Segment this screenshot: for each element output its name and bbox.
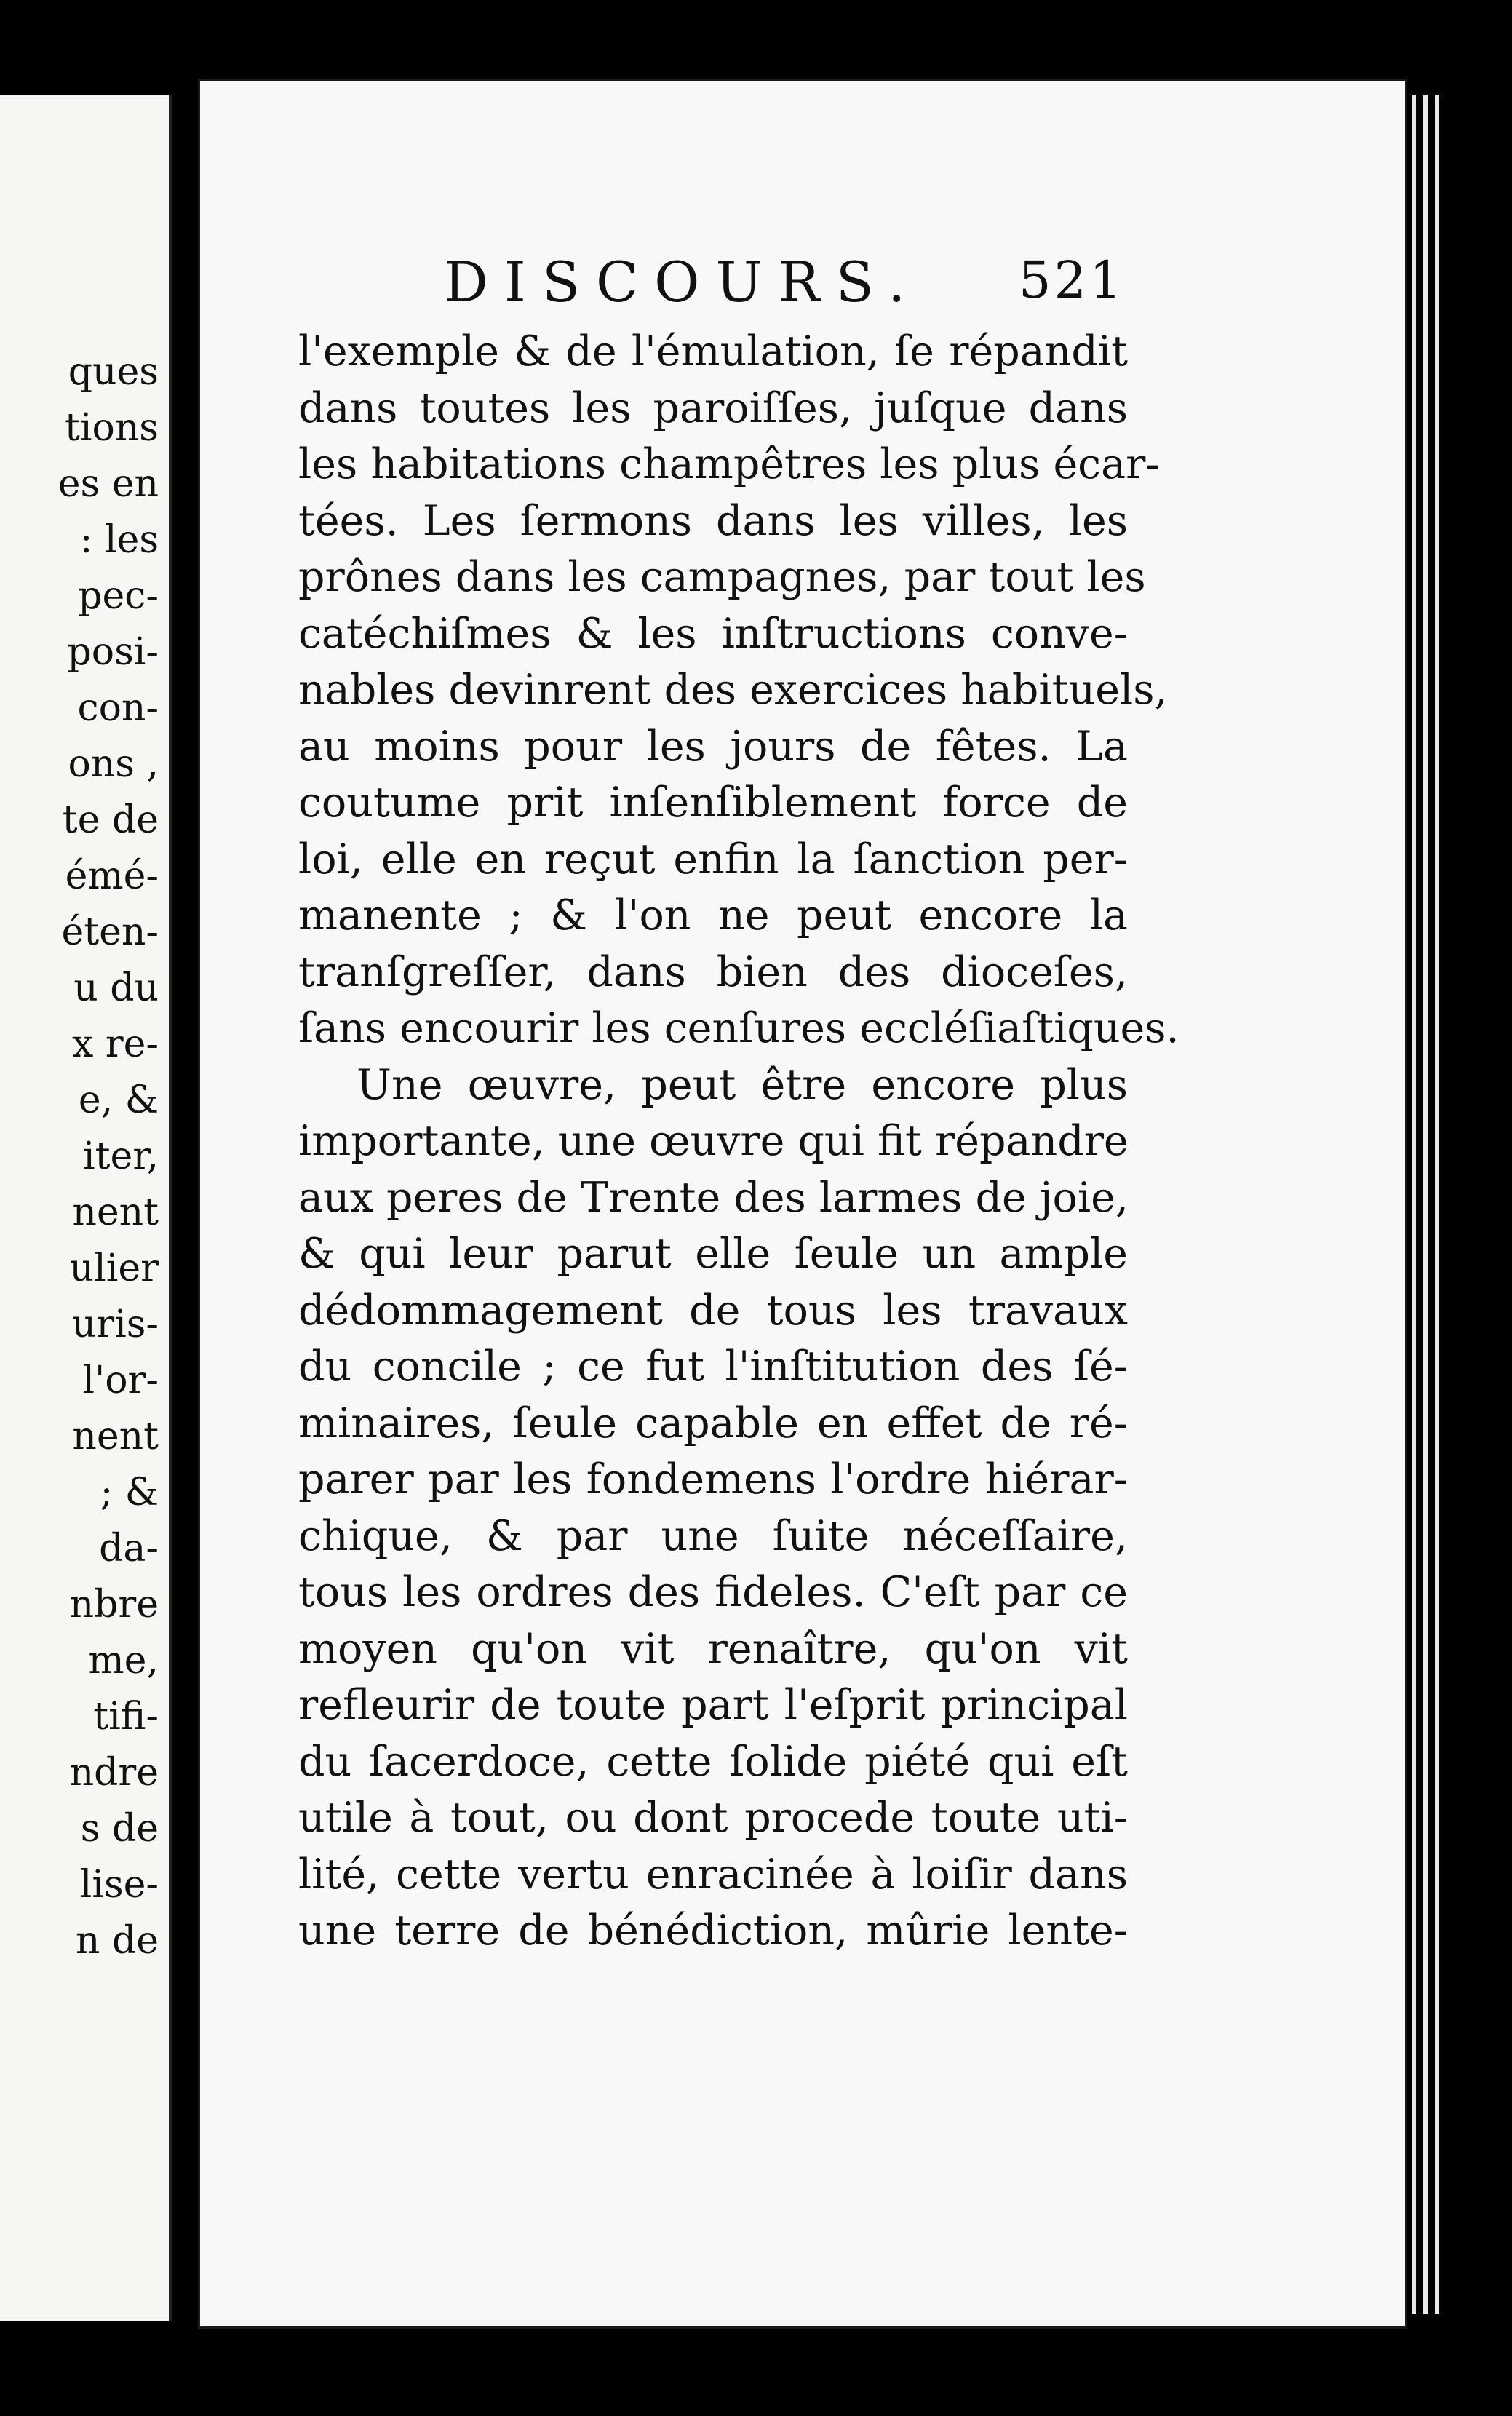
page-edge bbox=[1435, 95, 1439, 2314]
left-line-end: tions bbox=[64, 406, 159, 450]
facing-page-fragment bbox=[0, 95, 172, 2321]
paragraph-2 bbox=[298, 1057, 1128, 1960]
text-line: une terre de bénédiction, mûrie lente- bbox=[298, 1907, 1128, 1955]
text-line: chique, & par une ſuite néceſſaire, bbox=[298, 1511, 1128, 1560]
left-line-end: e, & bbox=[78, 1078, 159, 1122]
text-line: tous les ordres des fideles. C'eſt par ce bbox=[298, 1568, 1128, 1616]
left-line-end: u du bbox=[73, 966, 159, 1010]
text-line: utile à tout, ou dont procede toute uti- bbox=[298, 1794, 1128, 1842]
body-text bbox=[298, 324, 1179, 1960]
left-line-end: uris- bbox=[71, 1303, 159, 1346]
paragraph-1 bbox=[298, 324, 1179, 1057]
left-line-end: éten- bbox=[61, 910, 159, 954]
text-line: l'exemple & de l'émulation, ſe répandit bbox=[298, 327, 1128, 375]
text-line: refleurir de toute part l'eſprit principal bbox=[298, 1681, 1128, 1729]
left-line-end: posi- bbox=[67, 630, 159, 674]
text-line: lité, cette vertu enracinée à loiſir dans bbox=[298, 1850, 1128, 1899]
text-line: importante, une œuvre qui fit répandre bbox=[298, 1117, 1129, 1165]
left-line-end: nent bbox=[72, 1191, 159, 1234]
text-line: Une œuvre, peut être encore plus bbox=[357, 1060, 1128, 1109]
left-line-end: n de bbox=[75, 1919, 159, 1963]
left-line-end: pec- bbox=[78, 574, 159, 618]
running-head-title: DISCOURS. bbox=[444, 250, 922, 314]
text-line: loi, elle en reçut enfin la ſanction per- bbox=[298, 835, 1128, 883]
left-line-end: ; & bbox=[100, 1471, 159, 1514]
left-line-end: s de bbox=[80, 1807, 159, 1851]
text-line: dans toutes les paroiſſes, juſque dans bbox=[298, 384, 1128, 432]
left-line-end: tifi- bbox=[93, 1695, 159, 1739]
left-line-end: te de bbox=[62, 798, 159, 842]
left-line-end: lise- bbox=[79, 1863, 159, 1907]
text-line: & qui leur parut elle ſeule un ample bbox=[298, 1230, 1128, 1278]
text-line: prônes dans les campagnes, par tout les bbox=[298, 553, 1146, 601]
left-line-end: : les bbox=[79, 518, 159, 562]
page-edge bbox=[1423, 95, 1428, 2314]
page-stack-edges bbox=[1412, 95, 1455, 2314]
left-line-end: ques bbox=[68, 350, 159, 394]
text-line: manente ; & l'on ne peut encore la bbox=[298, 891, 1128, 939]
left-line-end: con- bbox=[77, 686, 159, 730]
left-line-end: nent bbox=[72, 1415, 159, 1458]
text-line: moyen qu'on vit renaître, qu'on vit bbox=[298, 1624, 1128, 1673]
left-line-end: nbre bbox=[69, 1583, 159, 1626]
text-line: nables devinrent des exercices habituels, bbox=[298, 666, 1168, 714]
left-line-end: émé- bbox=[65, 854, 159, 898]
text-line: tranſgreſſer, dans bien des dioceſes, bbox=[298, 947, 1128, 996]
left-line-end: ndre bbox=[69, 1751, 159, 1795]
text-line: les habitations champêtres les plus écar- bbox=[298, 440, 1160, 488]
left-line-end: l'or- bbox=[82, 1359, 159, 1402]
text-line: tées. Les ſermons dans les villes, les bbox=[298, 496, 1128, 545]
left-line-end: es en bbox=[57, 462, 159, 506]
left-line-end: da- bbox=[99, 1527, 159, 1570]
text-line: catéchiſmes & les inſtructions conve- bbox=[298, 609, 1128, 658]
text-line: dédommagement de tous les travaux bbox=[298, 1286, 1128, 1335]
left-line-end: x re- bbox=[71, 1022, 159, 1066]
left-line-end: ons , bbox=[68, 742, 159, 786]
page-number: 521 bbox=[1019, 250, 1125, 310]
running-head bbox=[444, 250, 1171, 320]
text-line: du ſacerdoce, cette ſolide piété qui eſt bbox=[298, 1737, 1128, 1786]
text-line: du concile ; ce fut l'inſtitution des ſé- bbox=[298, 1343, 1128, 1391]
left-line-end: me, bbox=[88, 1639, 159, 1682]
text-line: au moins pour les jours de fêtes. La bbox=[298, 722, 1128, 771]
page-edge bbox=[1412, 95, 1416, 2314]
text-line: aux peres de Trente des larmes de joie, bbox=[298, 1173, 1129, 1222]
text-line: minaires, ſeule capable en effet de ré- bbox=[298, 1399, 1128, 1447]
text-line: parer par les fondemens l'ordre hiérar- bbox=[298, 1455, 1128, 1503]
left-line-end: iter, bbox=[83, 1135, 159, 1178]
text-line: ſans encourir les cenſures eccléſiaſtiques. bbox=[298, 1004, 1179, 1052]
text-line: coutume prit inſenſiblement force de bbox=[298, 779, 1128, 827]
left-line-end: ulier bbox=[69, 1247, 159, 1290]
